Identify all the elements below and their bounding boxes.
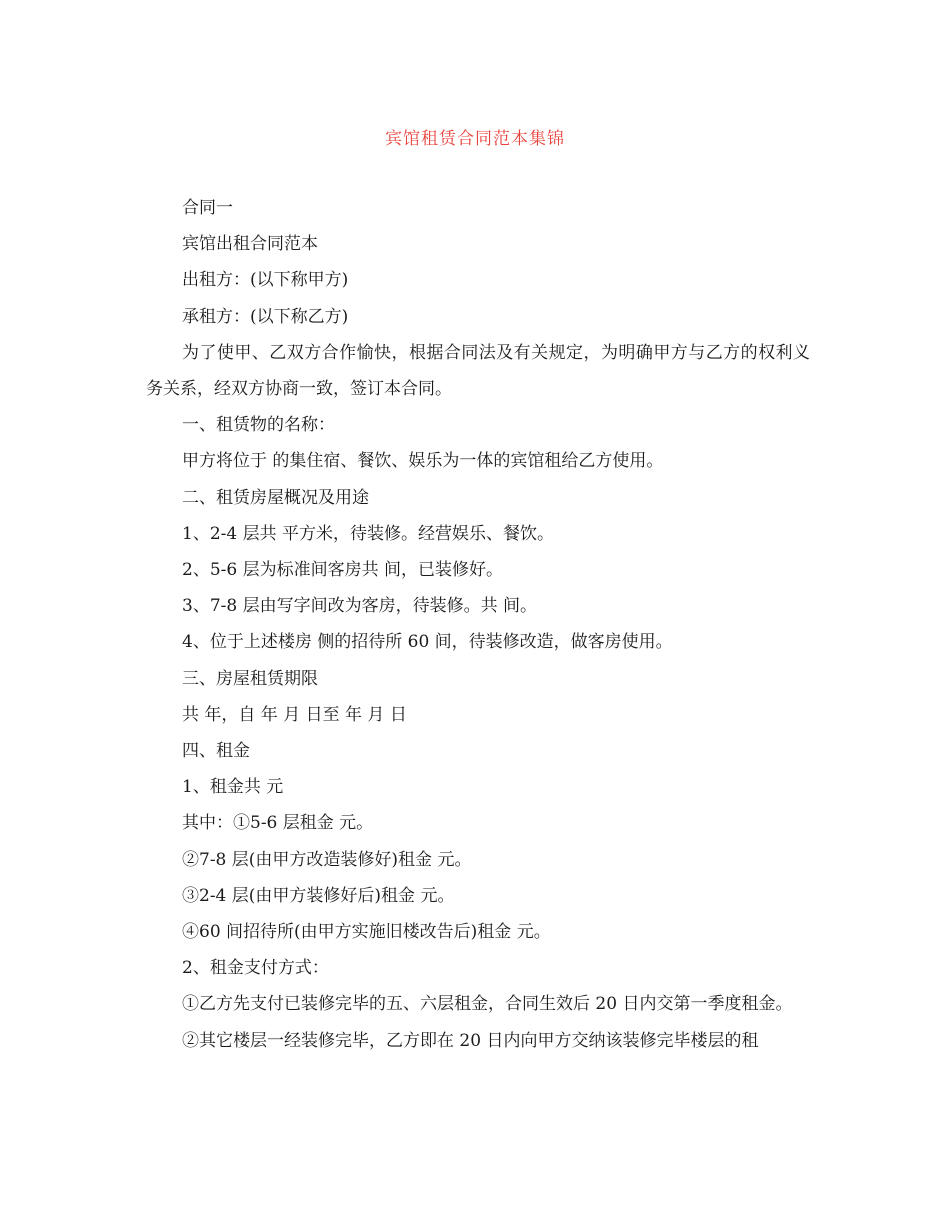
paragraph-payment-method: 2、租金支付方式： [182, 958, 329, 979]
paragraph-lessee: 承租方：(以下称乙方) [182, 306, 349, 327]
list-item-floors-5-6: 2、5-6 层为标准间客房共 间，已装修好。 [182, 560, 503, 581]
paragraph-rent-total: 1、租金共 元 [182, 777, 284, 798]
list-item-floors-2-4: 1、2-4 层共 平方米，待装修。经营娱乐、餐饮。 [182, 523, 554, 544]
paragraph-lease-term: 共 年，自 年 月 日至 年 月 日 [182, 704, 407, 725]
list-item-guesthouse: 4、位于上述楼房 侧的招待所 60 间，待装修改造，做客房使用。 [182, 632, 673, 653]
paragraph-payment-1: ①乙方先支付已装修完毕的五、六层租金，合同生效后 20 日内交第一季度租金。 [182, 994, 793, 1015]
paragraph-rent-item-3: ③2-4 层(由甲方装修好后)租金 元。 [182, 885, 455, 906]
section-heading-rent: 四、租金 [182, 741, 250, 762]
section-heading-leased-object: 一、租赁物的名称： [182, 415, 335, 436]
paragraph-preamble: 为了使甲、乙双方合作愉快，根据合同法及有关规定，为明确甲方与乙方的权利义务关系，经双方协商一致，签订本合同。 [146, 342, 810, 400]
paragraph-rent-item-1: 其中：①5-6 层租金 元。 [182, 813, 374, 834]
document-title: 宾馆租赁合同范本集锦 [385, 129, 565, 149]
list-item-floors-7-8: 3、7-8 层由写字间改为客房，待装修。共 间。 [182, 596, 537, 617]
paragraph-lessor: 出租方：(以下称甲方) [182, 270, 349, 291]
paragraph-rent-item-4: ④60 间招待所(由甲方实施旧楼改告后)租金 元。 [182, 922, 551, 943]
paragraph-contract-name: 宾馆出租合同范本 [182, 234, 318, 255]
paragraph-payment-2: ②其它楼层一经装修完毕，乙方即在 20 日内向甲方交纳该装修完毕楼层的租 [182, 1030, 759, 1051]
paragraph-contract-heading: 合同一 [182, 198, 233, 218]
paragraph-leased-object: 甲方将位于 的集住宿、餐饮、娱乐为一体的宾馆租给乙方使用。 [182, 451, 664, 472]
paragraph-rent-item-2: ②7-8 层(由甲方改造装修好)租金 元。 [182, 849, 472, 870]
section-heading-property-overview: 二、租赁房屋概况及用途 [182, 487, 369, 508]
section-heading-lease-term: 三、房屋租赁期限 [182, 668, 318, 689]
document-body [146, 190, 810, 1059]
